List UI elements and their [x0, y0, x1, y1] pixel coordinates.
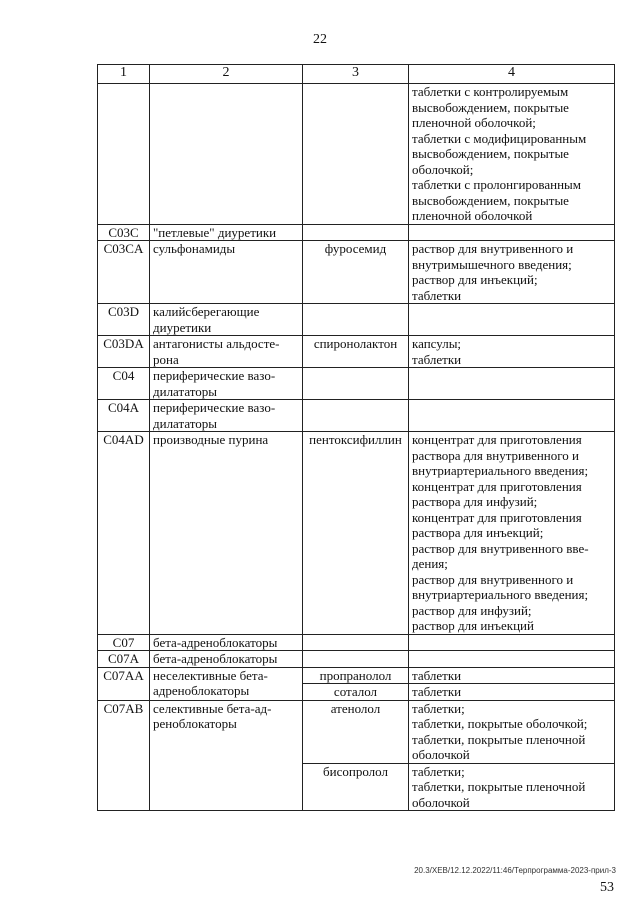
atc-code-cell: C04 [98, 368, 150, 400]
atc-code-cell: C03CA [98, 241, 150, 304]
table-row [98, 667, 615, 684]
inn-cell [303, 84, 409, 225]
atc-code-cell: C07 [98, 634, 150, 651]
inn-cell [303, 634, 409, 651]
footer-page-number: 53 [600, 880, 614, 895]
dosage-forms-cell [409, 224, 615, 241]
inn-cell: спиронолактон [303, 336, 409, 368]
atc-code-cell: C07AB [98, 700, 150, 811]
table-row [98, 84, 615, 225]
inn-cell [303, 368, 409, 400]
header-cell: 1 [98, 65, 150, 84]
dosage-forms-cell [409, 368, 615, 400]
dosage-forms-cell: концентрат для приготовления раствора для внутривенного и внутриартериального введения; концентрат для приготовления раствора для инфузий; концентрат для приготовления раствора для инъекций; раствор для внутривенного вве- дения; раствор для внутривенного и внутриартериального введения; раствор для инфузий; раствор для инъекций [409, 432, 615, 635]
inn-cell: фуросемид [303, 241, 409, 304]
atc-code-cell: C03D [98, 304, 150, 336]
inn-cell [303, 400, 409, 432]
dosage-forms-cell: таблетки [409, 667, 615, 684]
dosage-forms-cell: капсулы; таблетки [409, 336, 615, 368]
drug-table [97, 64, 615, 811]
table-row [98, 651, 615, 668]
group-cell: селективные бета-ад- реноблокаторы [150, 700, 303, 811]
document-stamp: 20.3/ХЕВ/12.12.2022/11:46/Терпрограмма-2023-прил-3 [414, 866, 616, 875]
inn-cell [303, 224, 409, 241]
group-cell: периферические вазо- дилататоры [150, 400, 303, 432]
group-cell: "петлевые" диуретики [150, 224, 303, 241]
table-row [98, 432, 615, 635]
inn-cell [303, 304, 409, 336]
table-row [98, 700, 615, 763]
header-cell: 3 [303, 65, 409, 84]
atc-code-cell: C04AD [98, 432, 150, 635]
group-cell: антагонисты альдосте- рона [150, 336, 303, 368]
dosage-forms-cell: таблетки [409, 684, 615, 701]
group-cell: калийсберегающие диуретики [150, 304, 303, 336]
group-cell: неселективные бета- адреноблокаторы [150, 667, 303, 700]
atc-code-cell: C07A [98, 651, 150, 668]
page-number: 22 [313, 32, 327, 47]
inn-cell: бисопролол [303, 763, 409, 811]
group-cell: производные пурина [150, 432, 303, 635]
dosage-forms-cell [409, 651, 615, 668]
dosage-forms-cell: таблетки с контролируемым высвобождением, покрытые пленочной оболочкой; таблетки с модифицированным высвобождением, покрытые оболочкой; таблетки с пролонгированным высвобождением, покрытые пленочной оболочкой [409, 84, 615, 225]
dosage-forms-cell: раствор для внутривенного и внутримышечного введения; раствор для инъекций; таблетки [409, 241, 615, 304]
dosage-forms-cell [409, 634, 615, 651]
table-row [98, 224, 615, 241]
atc-code-cell: C03DA [98, 336, 150, 368]
dosage-forms-cell: таблетки; таблетки, покрытые оболочкой; таблетки, покрытые пленочной оболочкой [409, 700, 615, 763]
group-cell: бета-адреноблокаторы [150, 651, 303, 668]
dosage-forms-cell: таблетки; таблетки, покрытые пленочной оболочкой [409, 763, 615, 811]
inn-cell: соталол [303, 684, 409, 701]
atc-code-cell: C04A [98, 400, 150, 432]
group-cell [150, 84, 303, 225]
group-cell: бета-адреноблокаторы [150, 634, 303, 651]
table-row [98, 368, 615, 400]
inn-cell [303, 651, 409, 668]
inn-cell: пропранолол [303, 667, 409, 684]
inn-cell: атенолол [303, 700, 409, 763]
atc-code-cell: C03C [98, 224, 150, 241]
dosage-forms-cell [409, 304, 615, 336]
header-cell: 4 [409, 65, 615, 84]
inn-cell: пентоксифиллин [303, 432, 409, 635]
atc-code-cell [98, 84, 150, 225]
table-row [98, 241, 615, 304]
table-row [98, 336, 615, 368]
header-cell: 2 [150, 65, 303, 84]
group-cell: периферические вазо- дилататоры [150, 368, 303, 400]
dosage-forms-cell [409, 400, 615, 432]
atc-code-cell: C07AA [98, 667, 150, 700]
table-row [98, 400, 615, 432]
table-header-row [98, 65, 615, 84]
group-cell: сульфонамиды [150, 241, 303, 304]
table-row [98, 304, 615, 336]
table-row [98, 634, 615, 651]
